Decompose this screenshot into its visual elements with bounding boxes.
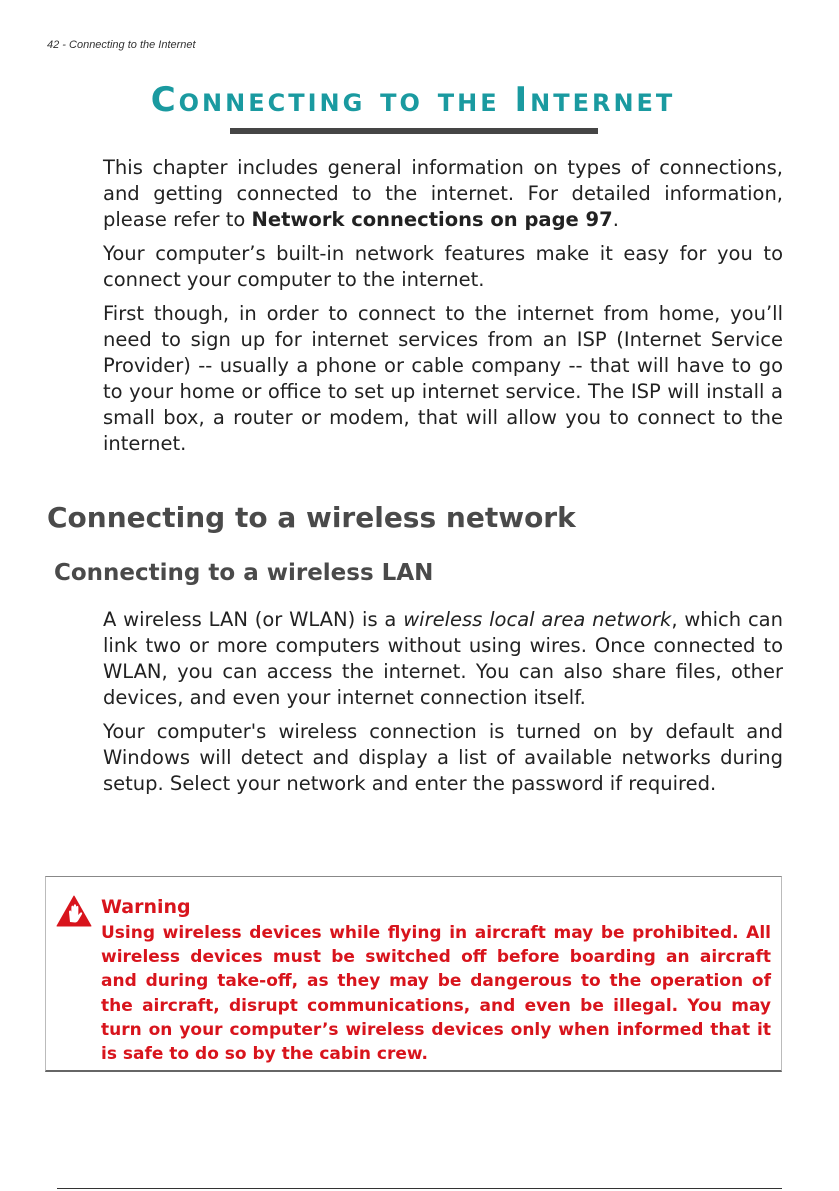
subsection-heading: Connecting to a wireless LAN: [54, 560, 434, 586]
wlan-paragraph-1: A wireless LAN (or WLAN) is a wireless local area network, which can link two or more computers without using wires. Once connected to WLAN, you can access the internet. You can also share files, other devices, and even your internet connection itself.: [103, 608, 783, 709]
intro-paragraph-1: This chapter includes general information on types of connections, and getting connected to the internet. For detailed information, please refer to Network connections on page 97.: [103, 156, 783, 231]
intro-section: [103, 155, 783, 465]
intro-paragraph-2: Your computer’s built-in network features make it easy for you to connect your computer to the internet.: [103, 242, 783, 291]
page-header: 42 - Connecting to the Internet: [47, 39, 196, 51]
wlan-emphasis: wireless local area network: [403, 608, 672, 631]
warning-text: Using wireless devices while flying in aircraft may be prohibited. All wireless devices must be switched off before boarding an aircraft and during take-off, as they may be dangerous to the operation of the aircraft, disrupt communications, and even be illegal. You may turn on your computer’s wireless devices only when informed that it is safe to do so by the cabin crew.: [101, 923, 771, 1065]
section-heading: Connecting to a wireless network: [47, 501, 576, 534]
title-underline: [230, 128, 598, 134]
warning-title: Warning: [101, 896, 191, 918]
network-connections-link[interactable]: Network connections on page 97: [251, 208, 613, 231]
wireless-lan-section: [103, 607, 783, 805]
intro-paragraph-3: First though, in order to connect to the internet from home, you’ll need to sign up for internet services from an ISP (Internet Service Provider) -- usually a phone or cable company -- that will have to go to your home or office to set up internet service. The ISP will install a small box, a router or modem, that will allow you to connect to the internet.: [103, 302, 783, 455]
wlan-paragraph-2: Your computer's wireless connection is turned on by default and Windows will detect and display a list of available networks during setup. Select your network and enter the password if required.: [103, 720, 783, 795]
footer-rule: [57, 1188, 782, 1189]
chapter-title: Connecting to the Internet: [150, 80, 676, 120]
warning-hand-icon: [56, 895, 92, 927]
warning-box: [45, 876, 782, 1072]
